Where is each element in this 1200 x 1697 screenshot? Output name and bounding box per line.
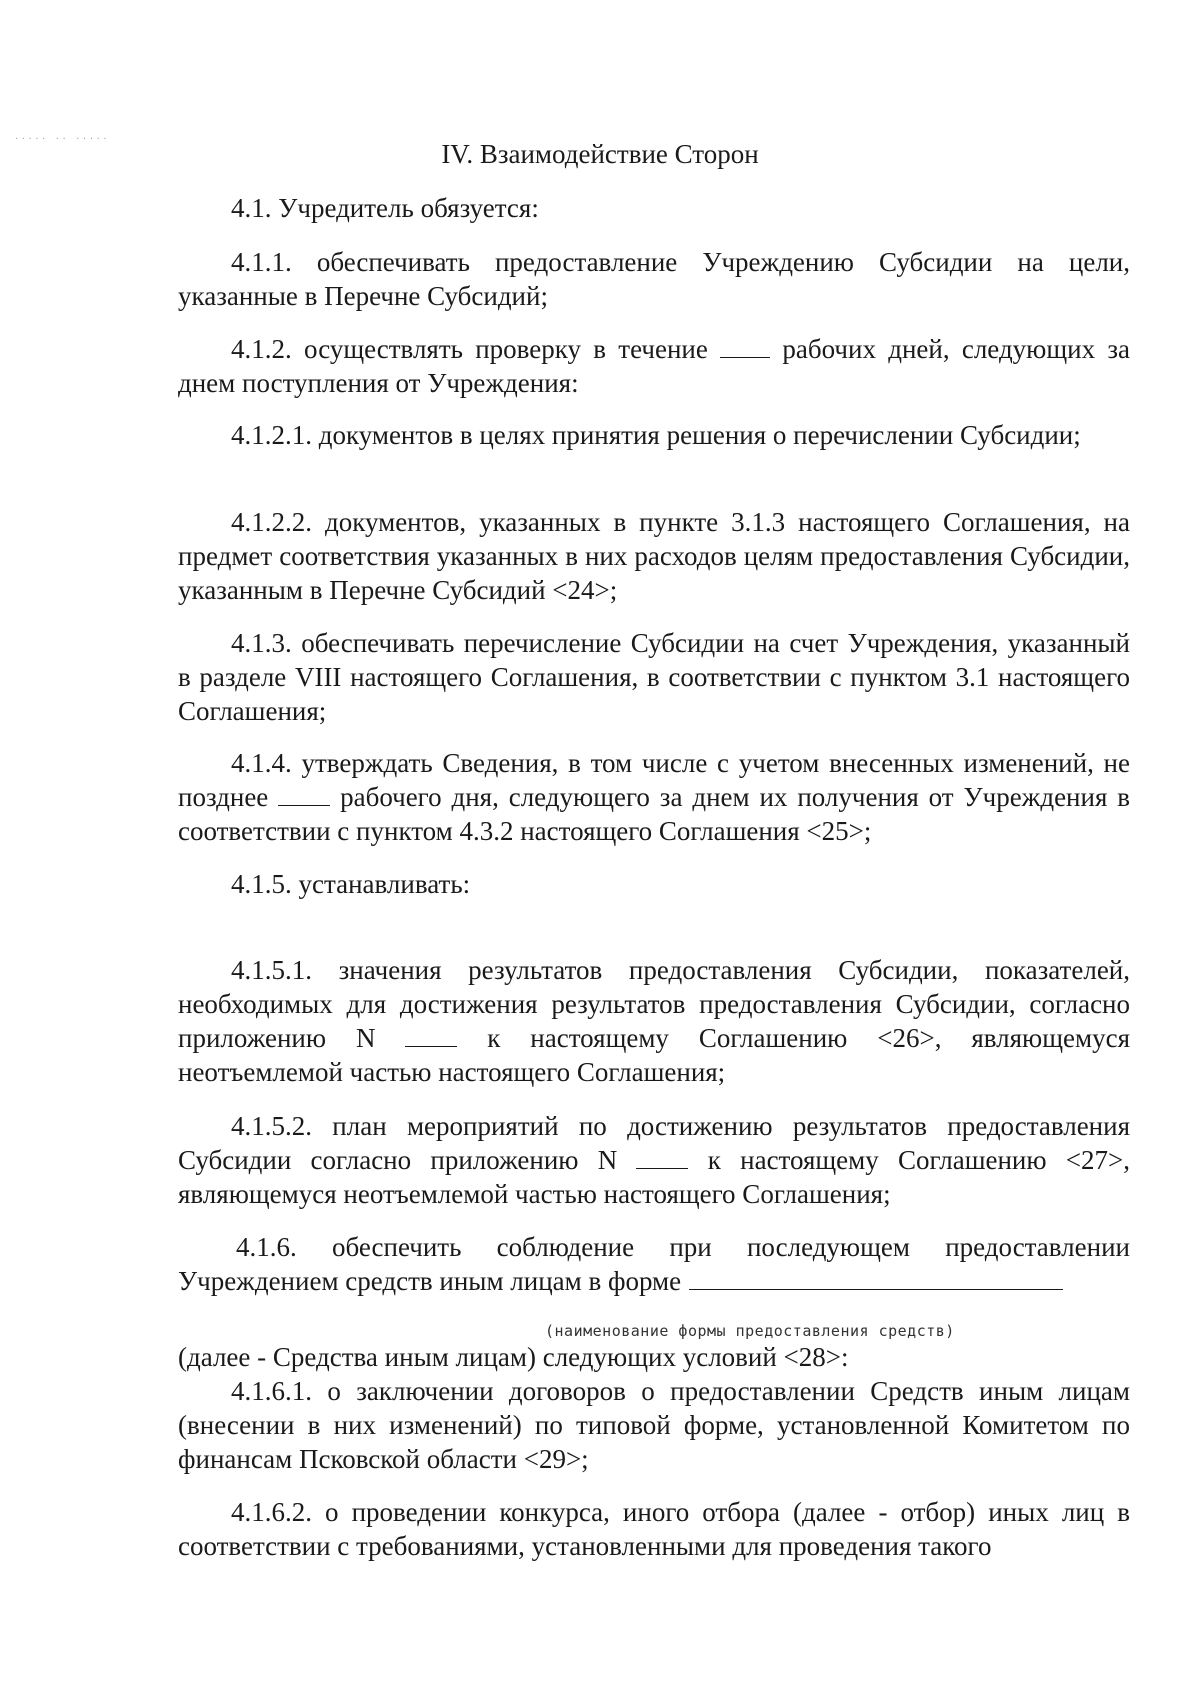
clause-4-1-5-1-text-after: к настоящему Соглашению <26>, являющемуся неотъемлемой частью настоящего Соглашения;: [178, 1023, 1130, 1087]
clause-4-1-2: [178, 332, 1130, 400]
section-heading: IV. Взаимодействие Сторон: [441, 139, 759, 169]
clause-4-1-5-2-text-after: к настоящему Соглашению <27>, являющемуся неотъемлемой частью настоящего Соглашения;: [178, 1145, 1131, 1209]
clause-4-1-3: 4.1.3. обеспечивать перечисление Субсидии на счет Учреждения, указанный в разделе VIII настоящего Соглашения, в соответствии с пунктом 3.1 настоящего Соглашения;: [178, 628, 1130, 726]
clause-4-1-4-text-before: 4.1.4. утверждать Сведения, в том числе с учетом внесенных изменений, не позднее: [178, 748, 1130, 812]
clause-4-1-5-1: [178, 953, 1130, 1089]
clause-4-1-2-1: 4.1.2.1. документов в целях принятия решения о перечислении Субсидии;: [231, 420, 1081, 450]
form-blank-caption: (наименование формы предоставления средств): [545, 1322, 955, 1340]
clause-4-1-6-1: 4.1.6.1. о заключении договоров о предоставлении Средств иным лицам (внесении в них изменений) по типовой форме, установленной Комитетом по финансам Псковской области <29>;: [178, 1376, 1130, 1474]
clause-4-1-6-2: 4.1.6.2. о проведении конкурса, иного отбора (далее - отбор) иных лиц в соответствии с требованиями, установленными для проведения такого: [178, 1497, 1130, 1561]
form-name-blank: [689, 1269, 1063, 1290]
fill-in-blank: [720, 337, 770, 358]
clause-4-1-6-line2: [178, 1264, 1130, 1298]
clause-4-1-6-form-label: Учреждением средств иным лицам в форме: [178, 1266, 682, 1296]
fill-in-blank: [278, 785, 330, 806]
clause-4-1: 4.1. Учредитель обязуется:: [231, 193, 539, 223]
clause-4-1-5: 4.1.5. устанавливать:: [231, 869, 471, 899]
clause-4-1-5-2-text-before: 4.1.5.2. план мероприятий по достижению результатов предоставления Субсидии согласно приложению N: [178, 1111, 1130, 1175]
clause-4-1-4-text-after: рабочего дня, следующего за днем их получения от Учреждения в соответствии с пунктом 4.3.2 настоящего Соглашения <25>;: [178, 782, 1131, 846]
clause-4-1-5-2: [178, 1109, 1130, 1211]
fill-in-blank: [405, 1026, 457, 1047]
clause-4-1-2-text-before: 4.1.2. осуществлять проверку в течение: [231, 334, 708, 364]
clause-4-1-2-text-after: рабочих дней, следующих за днем поступления от Учреждения:: [178, 334, 1131, 398]
scan-artifact: ····· ·· ·····: [14, 134, 110, 143]
clause-4-1-5-1-text-before: 4.1.5.1. значения результатов предоставления Субсидии, показателей, необходимых для достижения результатов предоставления Субсидии, согласно приложению N: [178, 955, 1130, 1053]
fill-in-blank: [636, 1148, 688, 1169]
clause-4-1-1: 4.1.1. обеспечивать предоставление Учреждению Субсидии на цели, указанные в Перечне Субсидий;: [178, 247, 1130, 311]
clause-4-1-6-line1: 4.1.6. обеспечить соблюдение при последующем предоставлении: [236, 1232, 1130, 1262]
clause-4-1-4: [178, 746, 1130, 848]
clause-4-1-2-2: 4.1.2.2. документов, указанных в пункте 3.1.3 настоящего Соглашения, на предмет соответствия указанных в них расходов целям предоставления Субсидии, указанным в Перечне Субсидий <24>;: [178, 507, 1130, 605]
clause-4-1-6-line3: (далее - Средства иным лицам) следующих условий <28>:: [178, 1342, 849, 1372]
